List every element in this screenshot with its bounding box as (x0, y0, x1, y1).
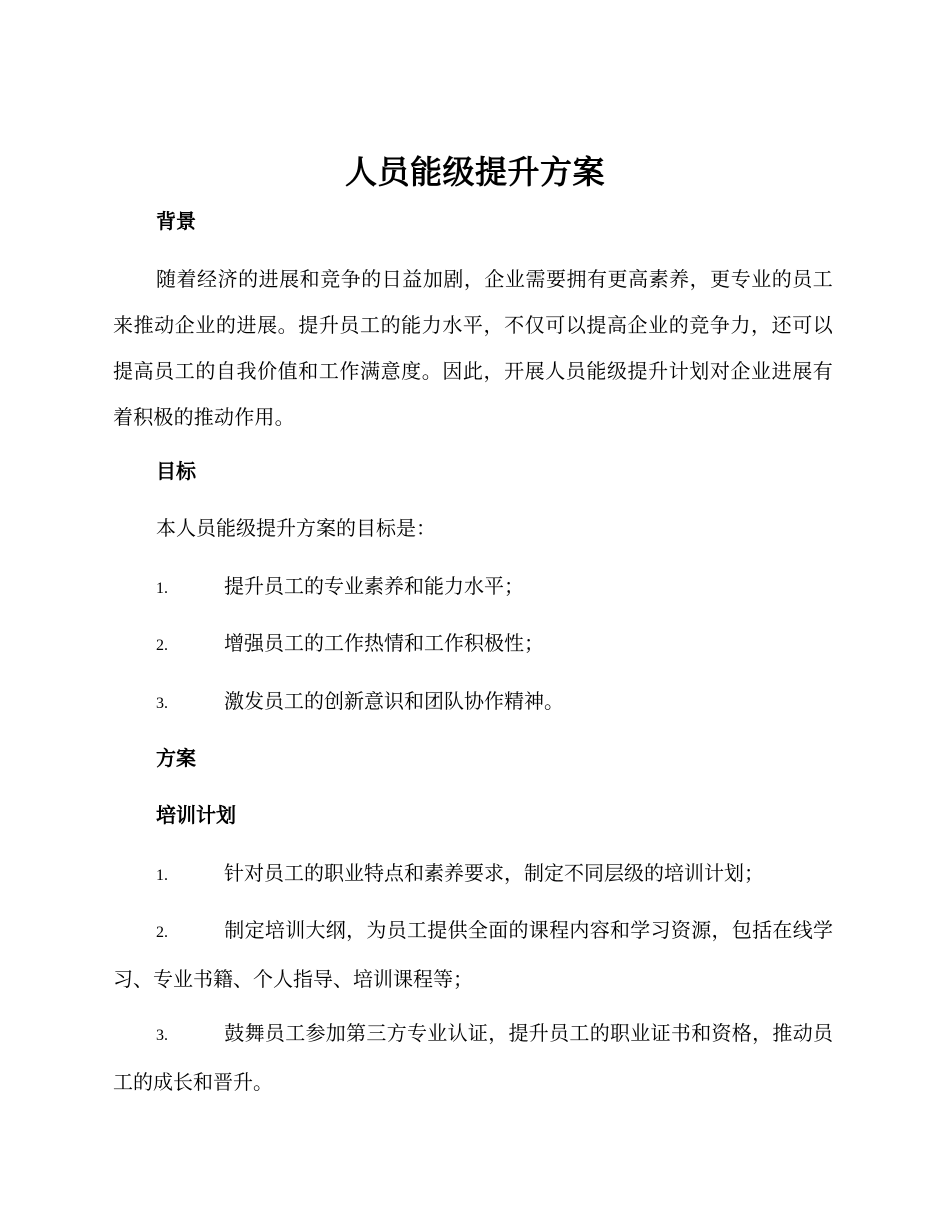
goal-item (113, 563, 833, 612)
list-number: 3. (156, 695, 168, 712)
list-number: 1. (156, 867, 168, 884)
list-item-text: 提升员工的专业素养和能力水平； (224, 574, 524, 598)
background-paragraph: 随着经济的进展和竞争的日益加剧，企业需要拥有更高素养，更专业的员工来推动企业的进展。提升员工的能力水平，不仅可以提高企业的竞争力，还可以提高员工的自我价值和工作满意度。因此，开展人员能级提升计划对企业进展有着积极的推动作用。 (113, 267, 833, 429)
list-number: 3. (156, 1027, 168, 1044)
goal-item (113, 620, 833, 669)
section-heading-background: 背景 (156, 209, 196, 233)
list-item-text: 激发员工的创新意识和团队协作精神。 (224, 689, 564, 713)
list-number: 2. (156, 637, 168, 654)
training-item (113, 850, 833, 899)
section-heading-plan: 方案 (156, 746, 196, 770)
list-number: 1. (156, 580, 168, 597)
list-item-text: 针对员工的职业特点和素养要求，制定不同层级的培训计划； (224, 861, 764, 885)
section-heading-goals: 目标 (156, 459, 196, 483)
list-item-text: 鼓舞员工参加第三方专业认证，提升员工的职业证书和资格，推动员工的成长和晋升。 (113, 1021, 833, 1094)
list-number: 2. (156, 924, 168, 941)
training-item (113, 1010, 833, 1105)
training-item (113, 907, 833, 1002)
document-title: 人员能级提升方案 (344, 153, 605, 191)
goal-item (113, 678, 833, 727)
list-item-text: 制定培训大纲，为员工提供全面的课程内容和学习资源，包括在线学习、专业书籍、个人指导、培训课程等； (113, 918, 833, 991)
list-item-text: 增强员工的工作热情和工作积极性； (224, 631, 544, 655)
goals-intro: 本人员能级提升方案的目标是： (156, 516, 436, 540)
subsection-heading-training: 培训计划 (156, 803, 236, 827)
